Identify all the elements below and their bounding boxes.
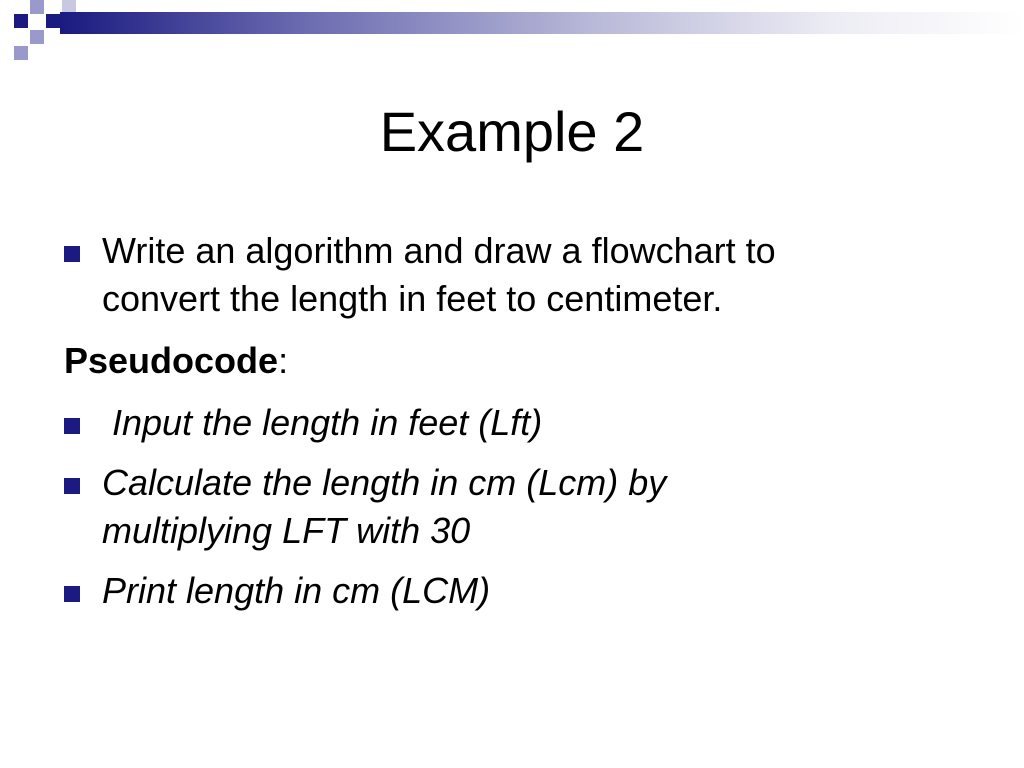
deco-square bbox=[14, 14, 28, 28]
bullet-line: convert the length in feet to centimeter. bbox=[102, 278, 723, 319]
bullet-line: Calculate the length in cm (Lcm) by bbox=[102, 462, 667, 503]
deco-square bbox=[30, 0, 44, 14]
pseudocode-heading bbox=[64, 338, 288, 384]
square-bullet-icon bbox=[64, 418, 80, 434]
slide-title: Example 2 bbox=[379, 100, 645, 163]
pseudocode-colon: : bbox=[278, 340, 289, 381]
square-bullet-icon bbox=[64, 478, 80, 494]
deco-square bbox=[14, 46, 28, 60]
deco-square bbox=[30, 30, 44, 44]
square-bullet-icon bbox=[64, 246, 80, 262]
header-decoration bbox=[0, 0, 1024, 70]
bullet-line: Print length in cm (LCM) bbox=[102, 570, 491, 611]
bullet-line: Input the length in feet (Lft) bbox=[102, 402, 543, 443]
bullet-line: Write an algorithm and draw a flowchart to bbox=[102, 230, 776, 271]
bullet-line: multiplying LFT with 30 bbox=[102, 510, 471, 551]
square-bullet-icon bbox=[64, 586, 80, 602]
header-gradient-bar bbox=[60, 12, 1024, 34]
pseudocode-label: Pseudocode bbox=[64, 340, 279, 381]
deco-square bbox=[46, 14, 60, 28]
